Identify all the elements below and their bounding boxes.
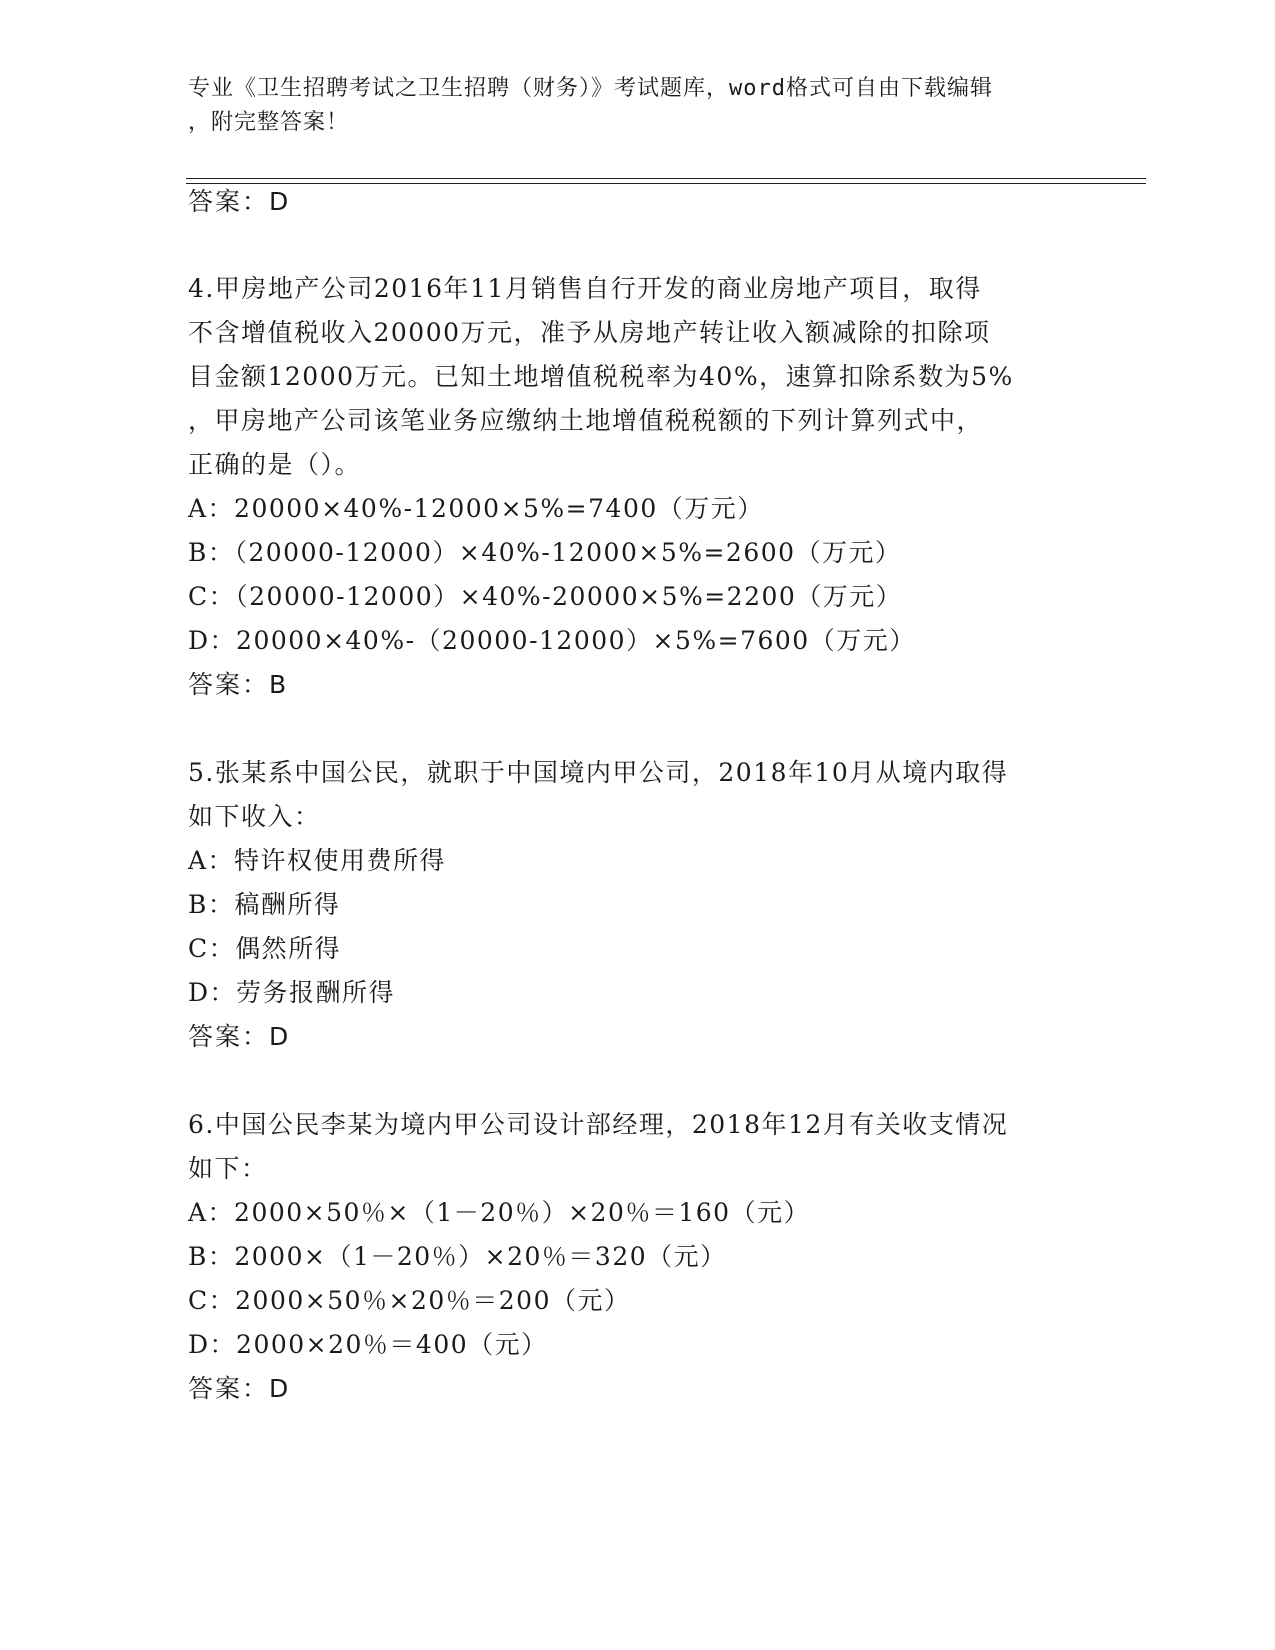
q4-text-line: ，甲房地产公司该笔业务应缴纳土地增值税税额的下列计算列式中，: [188, 406, 984, 435]
document-header: [188, 72, 1068, 140]
header-line-2: ，附完整答案！: [188, 110, 350, 135]
q4-option-b: B：（20000-12000）×40%-12000×5%=2600（万元）: [188, 538, 902, 567]
q5-answer: 答案：D: [188, 1022, 291, 1051]
q4-option-c: C：（20000-12000）×40%-20000×5%=2200（万元）: [188, 582, 903, 611]
header-divider-top: [186, 178, 1146, 179]
q5-text-line: 如下收入：: [188, 802, 321, 831]
q4-text-line: 目金额12000万元。已知土地增值税税率为40%，速算扣除系数为5%: [188, 362, 1014, 391]
q6-answer: 答案：D: [188, 1374, 291, 1403]
q4-option-a: A：20000×40%-12000×5%=7400（万元）: [188, 494, 764, 523]
q5-option-c: C：偶然所得: [188, 934, 342, 963]
q5-option-a: A：特许权使用费所得: [188, 846, 447, 875]
previous-answer: 答案：D: [188, 187, 291, 216]
q5-option-b: B：稿酬所得: [188, 890, 341, 919]
q4-text-line: 正确的是（）。: [188, 450, 362, 479]
q6-option-b: B：2000×（1－20％）×20％＝320（元）: [188, 1242, 727, 1271]
header-divider-bottom: [186, 183, 1146, 184]
q6-option-c: C：2000×50％×20％＝200（元）: [188, 1286, 631, 1315]
q4-text-line: 不含增值税收入20000万元，准予从房地产转让收入额减除的扣除项: [188, 318, 991, 347]
q6-text-line: 6.中国公民李某为境内甲公司设计部经理，2018年12月有关收支情况: [188, 1110, 1009, 1139]
q6-option-a: A：2000×50％×（1－20％）×20％＝160（元）: [188, 1198, 811, 1227]
q6-text-line: 如下：: [188, 1154, 268, 1183]
q4-option-d: D：20000×40%-（20000-12000）×5%=7600（万元）: [188, 626, 916, 655]
q4-text-line: 4.甲房地产公司2016年11月销售自行开发的商业房地产项目，取得: [188, 274, 982, 303]
q5-option-d: D：劳务报酬所得: [188, 978, 396, 1007]
header-line-1: 专业《卫生招聘考试之卫生招聘（财务）》考试题库，word格式可自由下载编辑: [188, 76, 993, 101]
q4-answer: 答案：B: [188, 670, 289, 699]
q6-option-d: D：2000×20％＝400（元）: [188, 1330, 548, 1359]
q5-text-line: 5.张某系中国公民，就职于中国境内甲公司，2018年10月从境内取得: [188, 758, 1009, 787]
